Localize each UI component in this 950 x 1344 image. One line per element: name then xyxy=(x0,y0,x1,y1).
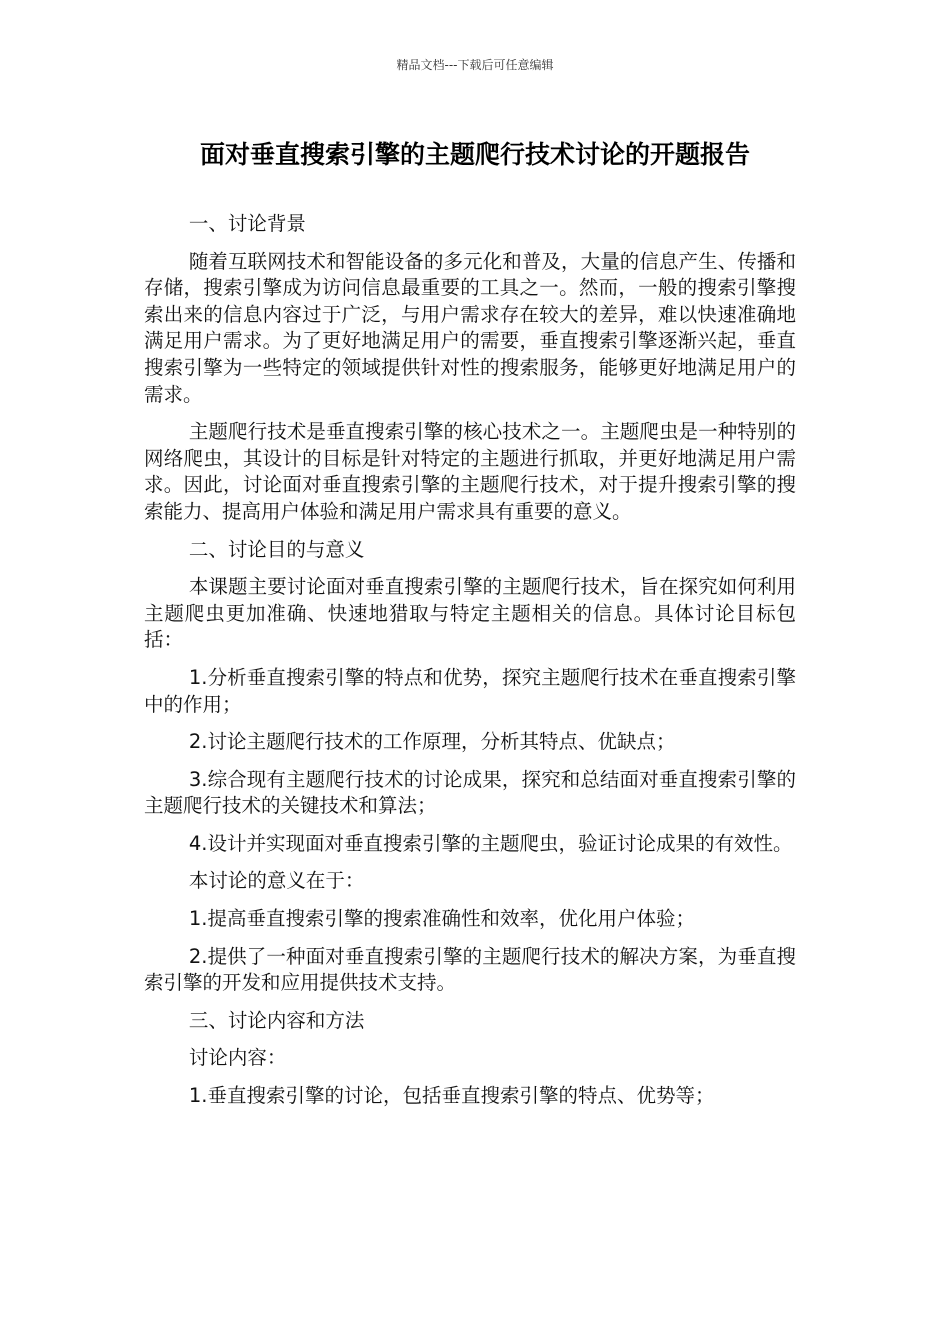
list-item: 2.提供了一种面对垂直搜索引擎的主题爬行技术的解决方案，为垂直搜索引擎的开发和应用提供技术支持。 xyxy=(144,944,796,995)
section-heading-background: 一、讨论背景 xyxy=(188,212,306,235)
list-item: 2.讨论主题爬行技术的工作原理，分析其特点、优缺点； xyxy=(188,730,676,754)
document-body xyxy=(144,211,796,1121)
paragraph: 随着互联网技术和智能设备的多元化和普及，大量的信息产生、传播和存储，搜索引擎成为访问信息最重要的工具之一。然而，一般的搜索引擎搜索出来的信息内容过于广泛，与用户需求存在较大的差异，难以快速准确地满足用户需求。为了更好地满足用户的需要，垂直搜索引擎逐渐兴起，垂直搜索引擎为一些特定的领域提供针对性的搜索服务，能够更好地满足用户的需求。 xyxy=(144,249,796,406)
document-title: 面对垂直搜索引擎的主题爬行技术讨论的开题报告 xyxy=(199,140,750,169)
list-item: 1.分析垂直搜索引擎的特点和优势，探究主题爬行技术在垂直搜索引擎中的作用； xyxy=(144,665,796,716)
header-note: 精品文档---下载后可任意编辑 xyxy=(396,58,554,72)
list-item: 1.提高垂直搜索引擎的搜索准确性和效率，优化用户体验； xyxy=(188,907,695,931)
list-item: 1.垂直搜索引擎的讨论，包括垂直搜索引擎的特点、优势等； xyxy=(188,1084,715,1108)
paragraph: 主题爬行技术是垂直搜索引擎的核心技术之一。主题爬虫是一种特别的网络爬虫，其设计的目标是针对特定的主题进行抓取，并更好地满足用户需求。因此，讨论面对垂直搜索引擎的主题爬行技术，对于提升搜索引擎的搜索能力、提高用户体验和满足用户需求具有重要的意义。 xyxy=(144,420,796,523)
section-heading-content-method: 三、讨论内容和方法 xyxy=(188,1008,365,1032)
paragraph: 本课题主要讨论面对垂直搜索引擎的主题爬行技术，旨在探究如何利用主题爬虫更加准确、快速地猎取与特定主题相关的信息。具体讨论目标包括： xyxy=(144,575,796,652)
paragraph: 讨论内容： xyxy=(188,1046,287,1070)
list-item: 3.综合现有主题爬行技术的讨论成果，探究和总结面对垂直搜索引擎的主题爬行技术的关键技术和算法； xyxy=(144,767,796,818)
section-heading-purpose: 二、讨论目的与意义 xyxy=(188,537,365,561)
list-item: 4.设计并实现面对垂直搜索引擎的主题爬虫，验证讨论成果的有效性。 xyxy=(188,831,793,855)
paragraph: 本讨论的意义在于： xyxy=(188,869,365,893)
